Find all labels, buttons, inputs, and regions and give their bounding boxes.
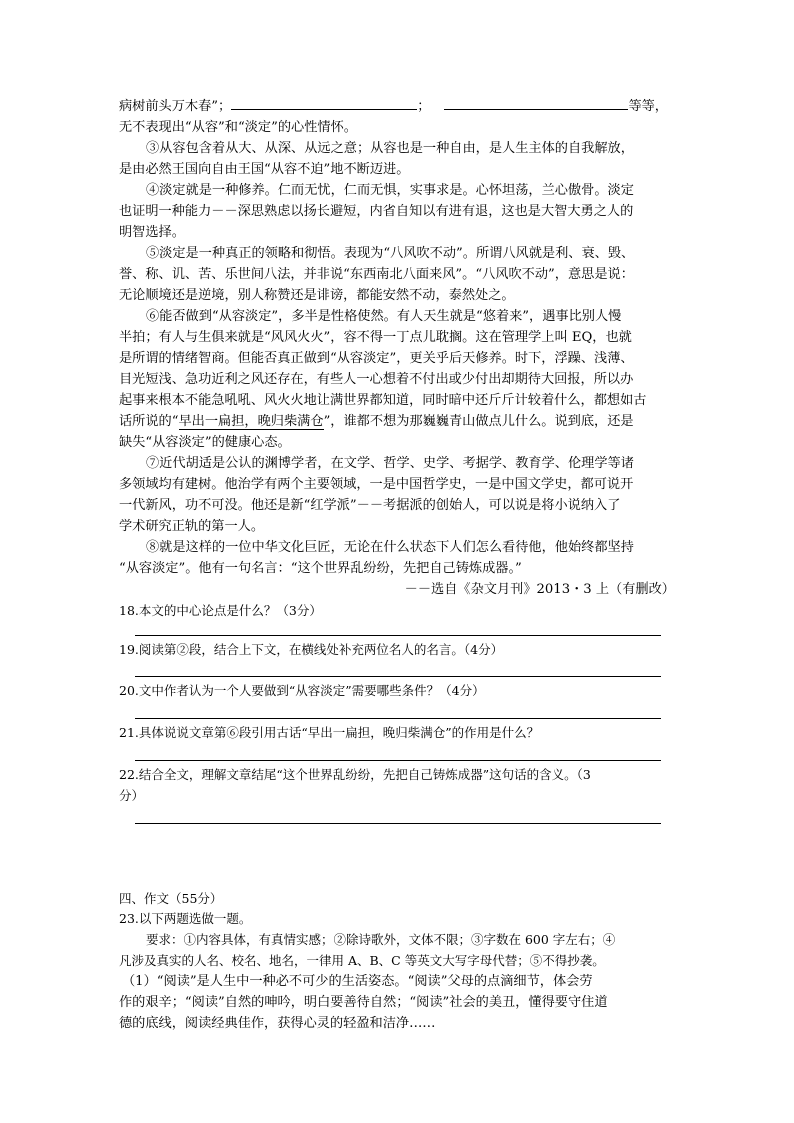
question-21: 21.具体说说文章第⑥段引用古话“早出一扁担，晚归柴满仓”的作用是什么？ <box>119 725 540 740</box>
quote-blank-2[interactable] <box>444 96 628 110</box>
option-1-line: （1）“阅读”是人生中一种必不可少的生活姿态。“阅读”父母的点滴细节，体会劳 <box>122 974 593 989</box>
option-1-line: 作的艰辛；“阅读”自然的呻吟，明白要善待自然；“阅读”社会的美丑，懂得要守住道 <box>119 995 608 1010</box>
question-22: 22.结合全文，理解文章结尾“这个世界乱纷纷，先把自己铸炼成器”这句话的含义。（3 <box>119 767 591 782</box>
requirements-line: 要求：①内容具体，有真情实感；②除诗歌外，文体不限；③字数在 600 字左右；④ <box>146 932 616 947</box>
question-20: 20.文中作者认为一个人要做到“从容淡定”需要哪些条件？（4分） <box>119 683 485 698</box>
paragraph-6-line: 缺失“从容淡定”的健康心态。 <box>119 435 291 450</box>
question-19: 19.阅读第②段，结合上下文，在横线处补充两位名人的名言。（4分） <box>119 642 504 657</box>
text: ； <box>417 99 431 114</box>
paragraph-3-line: 是由必然王国向自由王国“从容不迫”地不断迈进。 <box>119 162 410 177</box>
paragraph-6-line: 起事来根本不能急吼吼、风火火地让满世界都知道，同时暗中还斤斤计较着什么，都想如古 <box>119 393 647 408</box>
option-1-line: 德的底线，阅读经典佳作，获得心灵的轻盈和洁净…… <box>119 1016 436 1031</box>
question-22-cont: 分） <box>119 788 145 803</box>
paragraph-8-line: ⑧就是这样的一位中华文化巨匠，无论在什么状态下人们怎么看待他，他始终都坚持 <box>146 540 634 555</box>
answer-line-18[interactable] <box>135 635 661 636</box>
question-23: 23.以下两题选做一题。 <box>119 911 252 926</box>
answer-line-21[interactable] <box>135 760 661 761</box>
paragraph-5-line: 无论顺境还是逆境，别人称赞还是诽谤，都能安然不动，泰然处之。 <box>119 288 515 303</box>
underlined-quote: 早出一扁担，晚归柴满仓 <box>178 414 324 429</box>
paragraph-4-line: 也证明一种能力－－深思熟虑以扬长避短，内省自知以有进有退，这也是大智大勇之人的 <box>119 204 634 219</box>
text: 话所说的“ <box>119 414 179 429</box>
paragraph-7-line: 学术研究正轨的第一人。 <box>119 519 265 534</box>
section-heading: 四、作文（55分） <box>119 891 223 906</box>
paragraph-7-line: 多领域均有建树。他治学有两个主要领域，一是中国哲学史，一是中国文学史，都可说开 <box>119 477 634 492</box>
paragraph-6-line: ⑥能否做到“从容淡定”，多半是性格使然。有人天生就是“悠着来”，遇事比别人慢 <box>146 309 622 324</box>
paragraph-6-line: 是所谓的情绪智商。但能否真正做到“从容淡定”，更关乎后天修养。时下，浮躁、浅薄、 <box>119 351 634 366</box>
passage-line <box>119 96 668 117</box>
text: ”，谁都不想为那巍巍青山做点儿什么。说到底，还是 <box>323 414 634 429</box>
answer-line-22[interactable] <box>135 823 661 824</box>
answer-line-19[interactable] <box>135 676 661 677</box>
paragraph-3-line: ③从容包含着从大、从深、从远之意；从容也是一种自由，是人生主体的自我解放， <box>146 141 634 156</box>
paragraph-4-line: 明智选择。 <box>119 225 185 240</box>
question-18: 18.本文的中心论点是什么？（3分） <box>119 603 322 618</box>
paragraph-7-line: 一代新风，功不可没。他还是新“红学派”－－考据派的创始人，可以说是将小说纳入了 <box>119 498 621 513</box>
paragraph-5-line: 誉、称、讥、苦、乐世间八法，并非说“东西南北八面来风”。“八风吹不动”，意思是说： <box>119 267 634 282</box>
text: 等等， <box>628 99 668 114</box>
answer-line-20[interactable] <box>135 718 661 719</box>
paragraph-6-line <box>119 411 634 432</box>
paragraph-6-line: 目光短浅、急功近利之风还存在，有些人一心想着不付出或少付出却期待大回报，所以办 <box>119 372 634 387</box>
paragraph-7-line: ⑦近代胡适是公认的渊博学者，在文学、哲学、史学、考据学、教育学、伦理学等诸 <box>146 456 634 471</box>
quote-blank-1[interactable] <box>231 96 417 110</box>
paragraph-8-line: “从容淡定”。他有一句名言：“这个世界乱纷纷，先把自己铸炼成器。” <box>119 561 522 576</box>
paragraph-4-line: ④淡定就是一种修养。仁而无忧，仁而无惧，实事求是。心怀坦荡，兰心傲骨。淡定 <box>146 183 634 198</box>
passage-line: 无不表现出“从容”和“淡定”的心性情怀。 <box>119 120 357 135</box>
text: 病树前头万木春”； <box>119 99 232 114</box>
source-citation: －－选自《杂文月刊》2013・3 上（有删改） <box>404 582 675 597</box>
requirements-line: 凡涉及真实的人名、校名、地名，一律用 A、B、C 等英文大写字母代替；⑤不得抄袭。 <box>119 953 605 968</box>
paragraph-6-line: 半拍；有人与生俱来就是“风风火火”，容不得一丁点儿耽搁。这在管理学上叫 EQ，也就 <box>119 330 632 345</box>
paragraph-5-line: ⑤淡定是一种真正的领略和彻悟。表现为“八风吹不动”。所谓八风就是利、衰、毁、 <box>146 246 635 261</box>
